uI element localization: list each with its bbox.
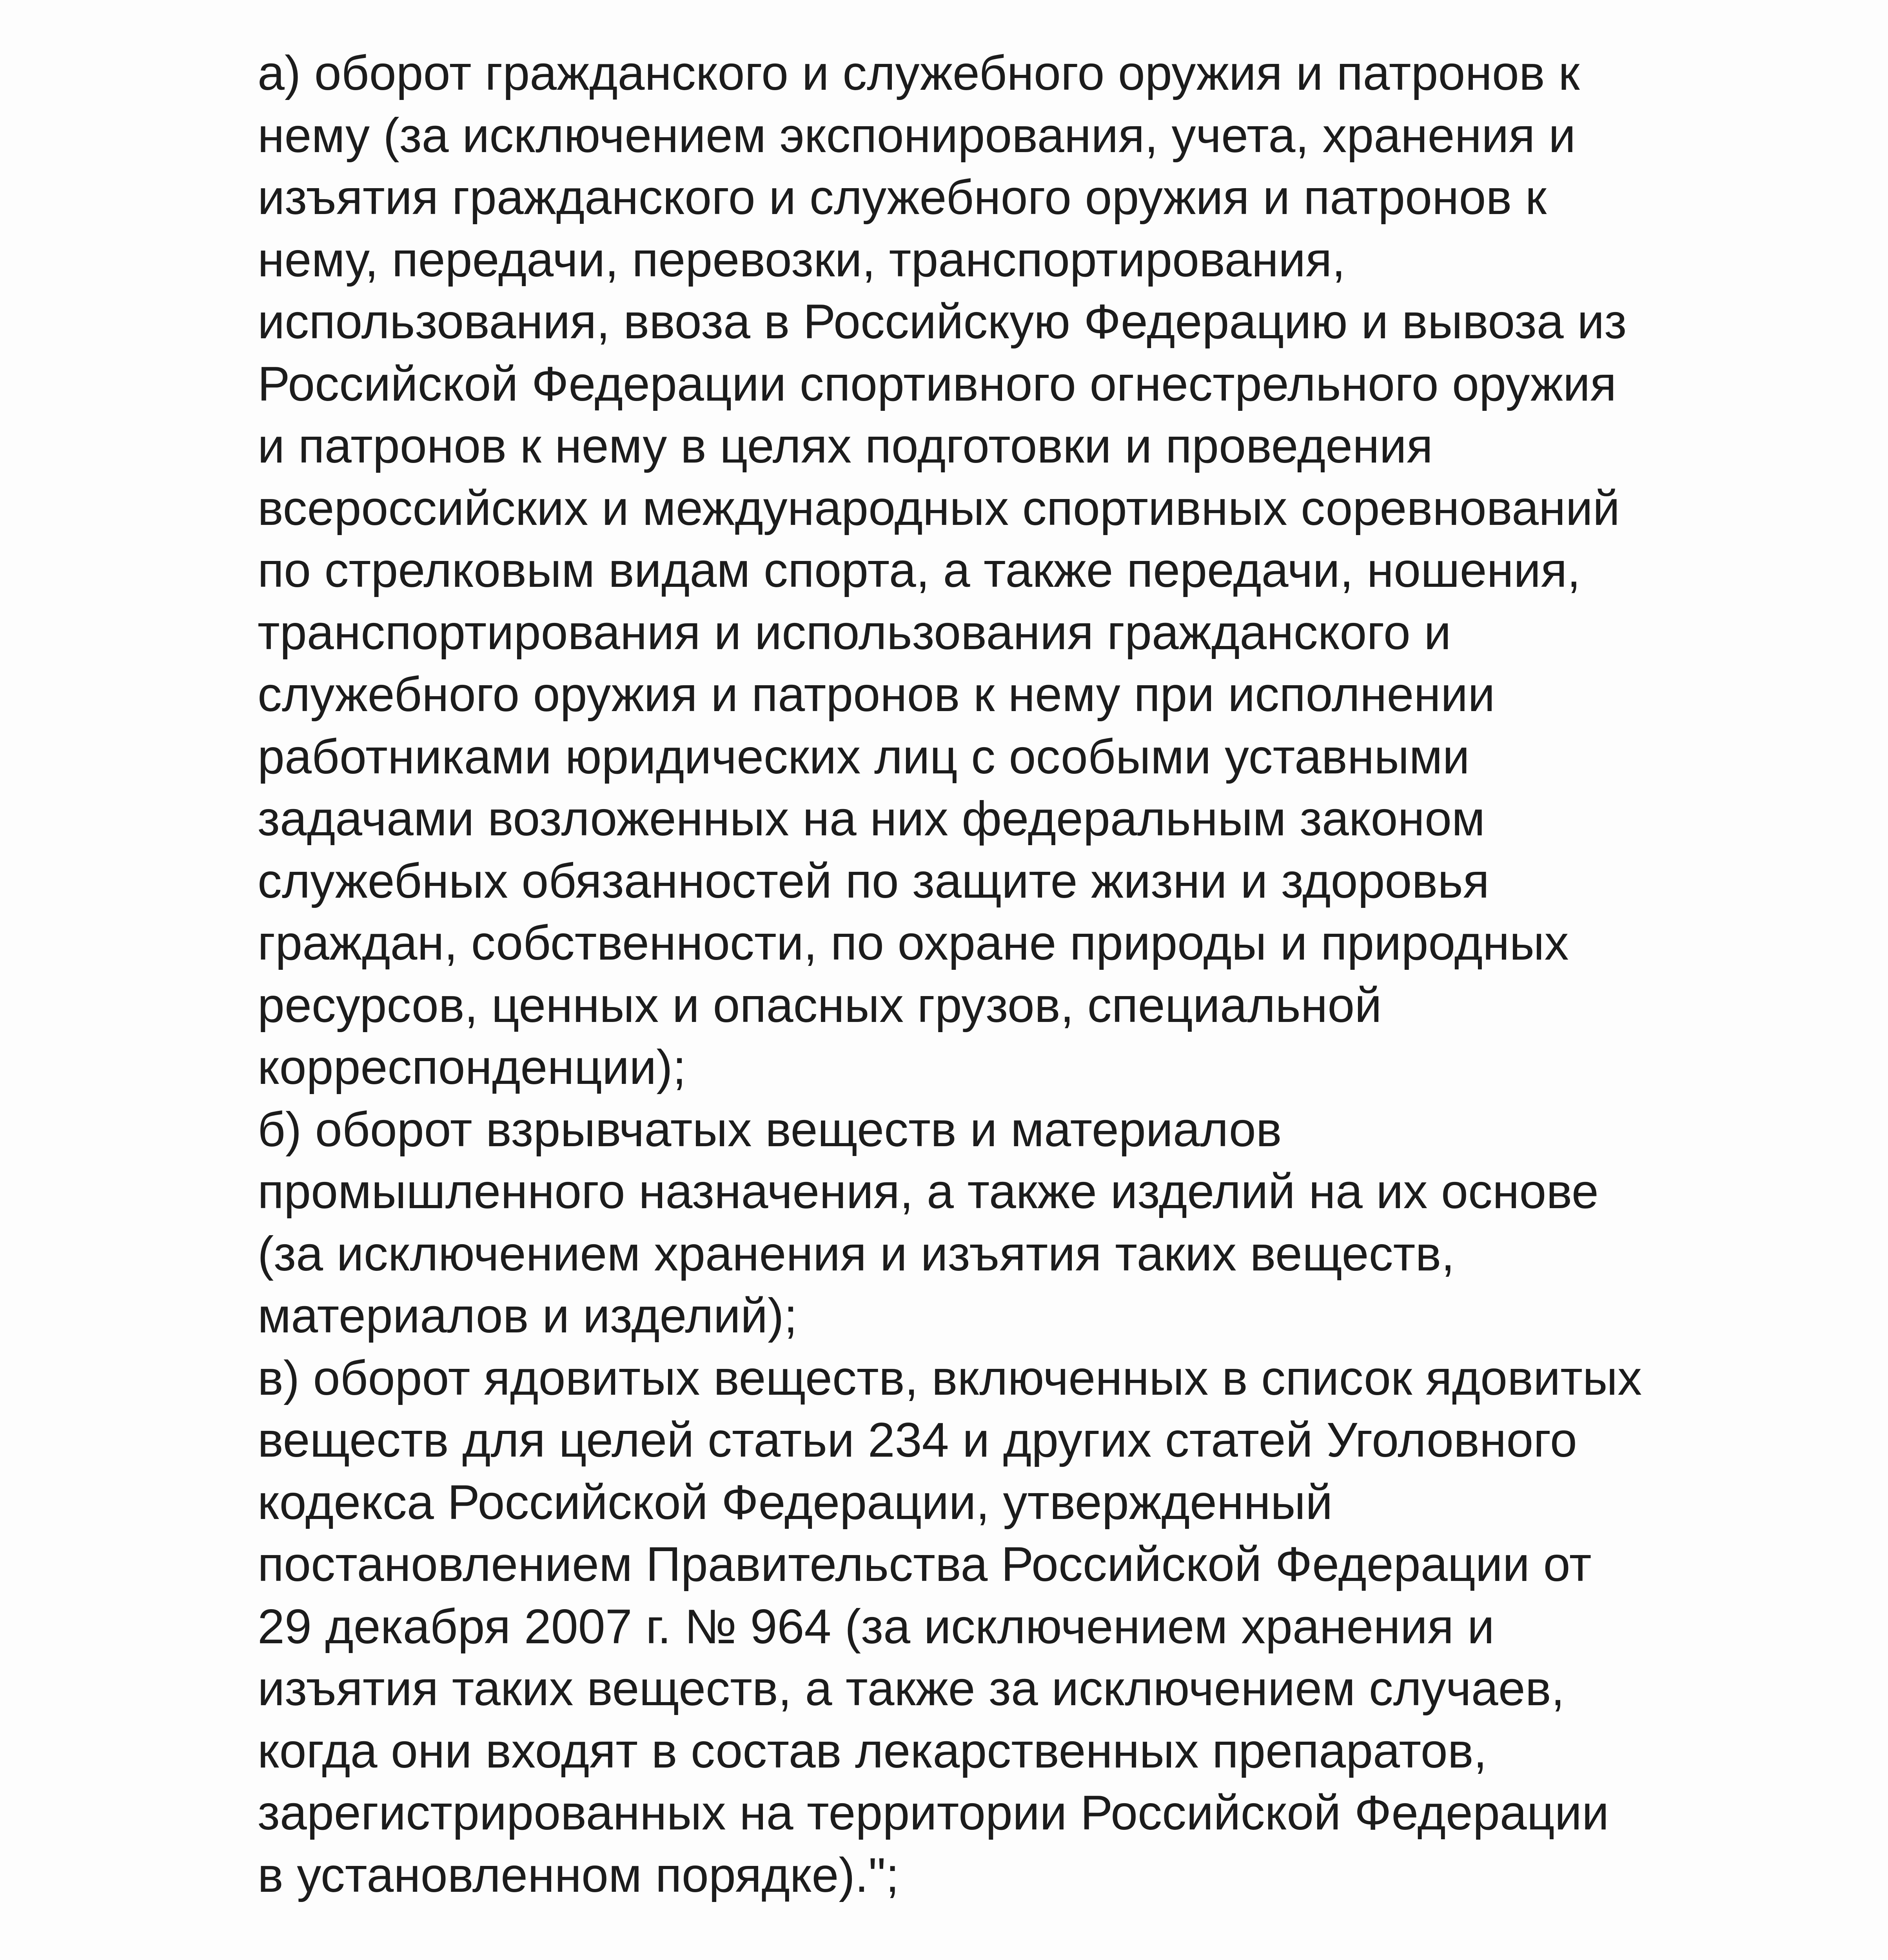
text-line: по стрелковым видам спорта, а также передачи, ношения, <box>258 543 1581 597</box>
text-line: кодекса Российской Федерации, утвержденный <box>258 1475 1333 1530</box>
text-line: корреспонденции); <box>258 1040 686 1094</box>
text-line: промышленного назначения, а также изделий на их основе <box>258 1165 1599 1219</box>
text-line: материалов и изделий); <box>258 1289 798 1343</box>
text-line: изъятия таких веществ, а также за исключением случаев, <box>258 1662 1565 1716</box>
text-line: в) оборот ядовитых веществ, включенных в список ядовитых <box>258 1351 1642 1405</box>
text-line: 29 декабря 2007 г. № 964 (за исключением хранения и <box>258 1599 1494 1654</box>
text-line: б) оборот взрывчатых веществ и материалов <box>258 1102 1282 1157</box>
text-line: изъятия гражданского и служебного оружия и патронов к <box>258 171 1547 225</box>
text-line: транспортирования и использования гражданского и <box>258 605 1451 660</box>
text-line: всероссийских и международных спортивных соревнований <box>258 481 1620 535</box>
text-line: веществ для целей статьи 234 и других статей Уголовного <box>258 1413 1577 1467</box>
paragraph-gap <box>258 1906 1826 1960</box>
text-line: нему (за исключением экспонирования, учета, хранения и <box>258 108 1576 163</box>
item-b <box>258 1099 1826 1347</box>
text-line: (за исключением хранения и изъятия таких веществ, <box>258 1227 1455 1281</box>
text-line: а) оборот гражданского и служебного оружия и патронов к <box>258 46 1580 100</box>
item-v <box>258 1347 1826 1907</box>
text-line: служебного оружия и патронов к нему при исполнении <box>258 668 1495 722</box>
text-line: ресурсов, ценных и опасных грузов, специальной <box>258 978 1382 1033</box>
text-line: когда они входят в состав лекарственных препаратов, <box>258 1724 1487 1778</box>
text-line: граждан, собственности, по охране природы и природных <box>258 916 1569 970</box>
item-a <box>258 42 1826 1099</box>
text-line: постановлением Правительства Российской Федерации от <box>258 1537 1592 1592</box>
text-line: и патронов к нему в целях подготовки и проведения <box>258 419 1433 473</box>
text-line: задачами возложенных на них федеральным законом <box>258 792 1485 846</box>
document-body <box>258 42 1826 1960</box>
text-line: Российской Федерации спортивного огнестрельного оружия <box>258 357 1617 411</box>
text-line: использования, ввоза в Российскую Федерацию и вывоза из <box>258 295 1627 349</box>
text-line: служебных обязанностей по защите жизни и здоровья <box>258 854 1490 908</box>
text-line: работниками юридических лиц с особыми уставными <box>258 730 1470 784</box>
text-line: зарегистрированных на территории Российской Федерации <box>258 1786 1609 1840</box>
text-line: нему, передачи, перевозки, транспортирования, <box>258 232 1345 287</box>
text-line: в установленном порядке)."; <box>258 1848 899 1902</box>
